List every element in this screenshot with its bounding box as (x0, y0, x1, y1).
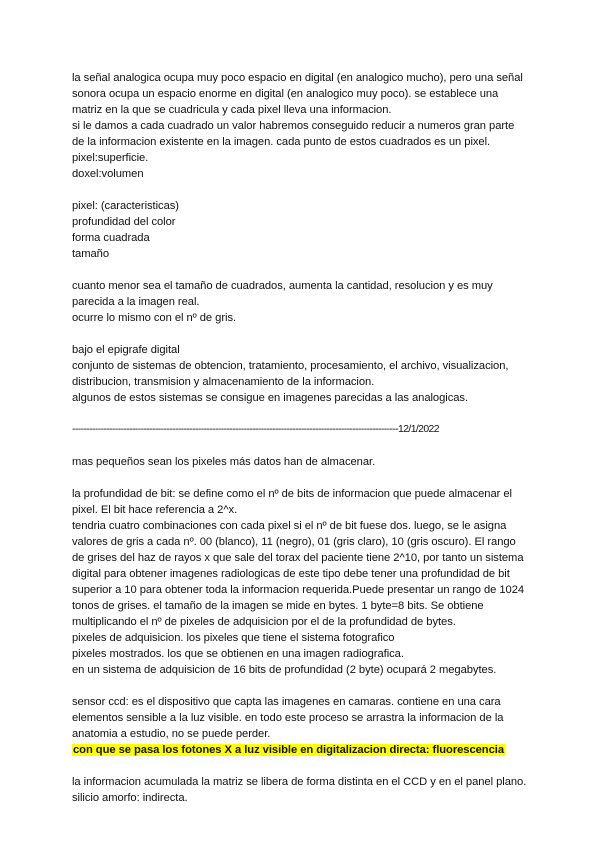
text-line: si le damos a cada cuadrado un valor habremos conseguido reducir a numeros gran parte (72, 120, 515, 132)
text-line: distribucion, transmision y almacenamiento de la informacion. (72, 376, 375, 388)
text-line: conjunto de sistemas de obtencion, tratamiento, procesamiento, el archivo, visualizacion, (72, 360, 509, 372)
text-line: doxel:volumen (72, 168, 144, 180)
text-line: la informacion acumulada la matriz se libera de forma distinta en el CCD y en el panel plano. (72, 776, 527, 788)
text-line: algunos de estos sistemas se consigue en imagenes parecidas a las analogicas. (72, 392, 469, 404)
text-line: bajo el epigrafe digital (72, 344, 180, 356)
text-line: sensor ccd: es el dispositivo que capta las imagenes en camaras. contiene en una cara (72, 696, 501, 708)
text-line: en un sistema de adquisicion de 16 bits de profundidad (2 byte) ocupará 2 megabytes. (72, 664, 497, 676)
text-line: anatomia a estudio, no se puede perder. (72, 728, 271, 740)
text-line: pixel:superficie. (72, 152, 149, 164)
text-line: profundidad del color (72, 216, 176, 228)
text-line: mas pequeños sean los pixeles más datos han de almacenar. (72, 456, 376, 468)
text-line: digital para obtener imagenes radiologicas de este tipo debe tener una profundidad de bit (72, 568, 510, 580)
text-line: tendria cuatro combinaciones con cada pixel si el nº de bit fuese dos. luego, se le asigna (72, 520, 507, 532)
text-line: tamaño (72, 248, 110, 260)
text-line: silicio amorfo: indirecta. (72, 792, 188, 804)
text-line: valores de gris a cada nº. 00 (blanco), 11 (negro), 01 (gris claro), 10 (gris oscuro). El rango (72, 536, 516, 548)
date-separator: ------------------------------------------------------------------------------------------------------------------12/1/2022 (72, 424, 439, 435)
text-line: cuanto menor sea el tamaño de cuadrados, aumenta la cantidad, resolucion y es muy (72, 280, 493, 292)
text-line: pixeles mostrados. los que se obtienen en una imagen radiografica. (72, 648, 404, 660)
highlighted-line (72, 742, 505, 758)
text-line: de la informacion existente en la imagen. cada punto de estos cuadrados es un pixel. (72, 136, 491, 148)
text-line: matriz en la que se cuadricula y cada pixel lleva una informacion. (72, 104, 392, 116)
text-line: la señal analogica ocupa muy poco espacio en digital (en analogico mucho), pero una señal (72, 72, 523, 84)
text-line: pixeles de adquisicion. los pixeles que tiene el sistema fotografico (72, 632, 395, 644)
text-line: tonos de grises. el tamaño de la imagen se mide en bytes. 1 byte=8 bits. Se obtiene (72, 600, 484, 612)
text-line: ocurre lo mismo con el nº de gris. (72, 312, 237, 324)
text-line: pixel: (caracteristicas) (72, 200, 179, 212)
text-line: superior a 10 para obtener toda la informacion requerida.Puede presentar un rango de 1024 (72, 584, 525, 596)
text-line: pixel. El bit hace referencia a 2^x. (72, 504, 238, 516)
text-line: de grises del haz de rayos x que sale del torax del paciente tiene 2^10, por tanto un sistema (72, 552, 524, 564)
highlighted-text: con que se pasa los fotones X a luz visible en digitalizacion directa: fluorescencia (73, 744, 504, 756)
text-line: parecida a la imagen real. (72, 296, 200, 308)
text-line: multiplicando el nº de pixeles de adquisicion por el de la profundidad de bytes. (72, 616, 456, 628)
text-line: la profundidad de bit: se define como el nº de bits de informacion que puede almacenar el (72, 488, 512, 500)
text-line: sonora ocupa un espacio enorme en digital (en analogico muy poco). se establece una (72, 88, 499, 100)
text-line: elementos sensible a la luz visible. en todo este proceso se arrastra la informacion de la (72, 712, 504, 724)
text-line: forma cuadrada (72, 232, 150, 244)
